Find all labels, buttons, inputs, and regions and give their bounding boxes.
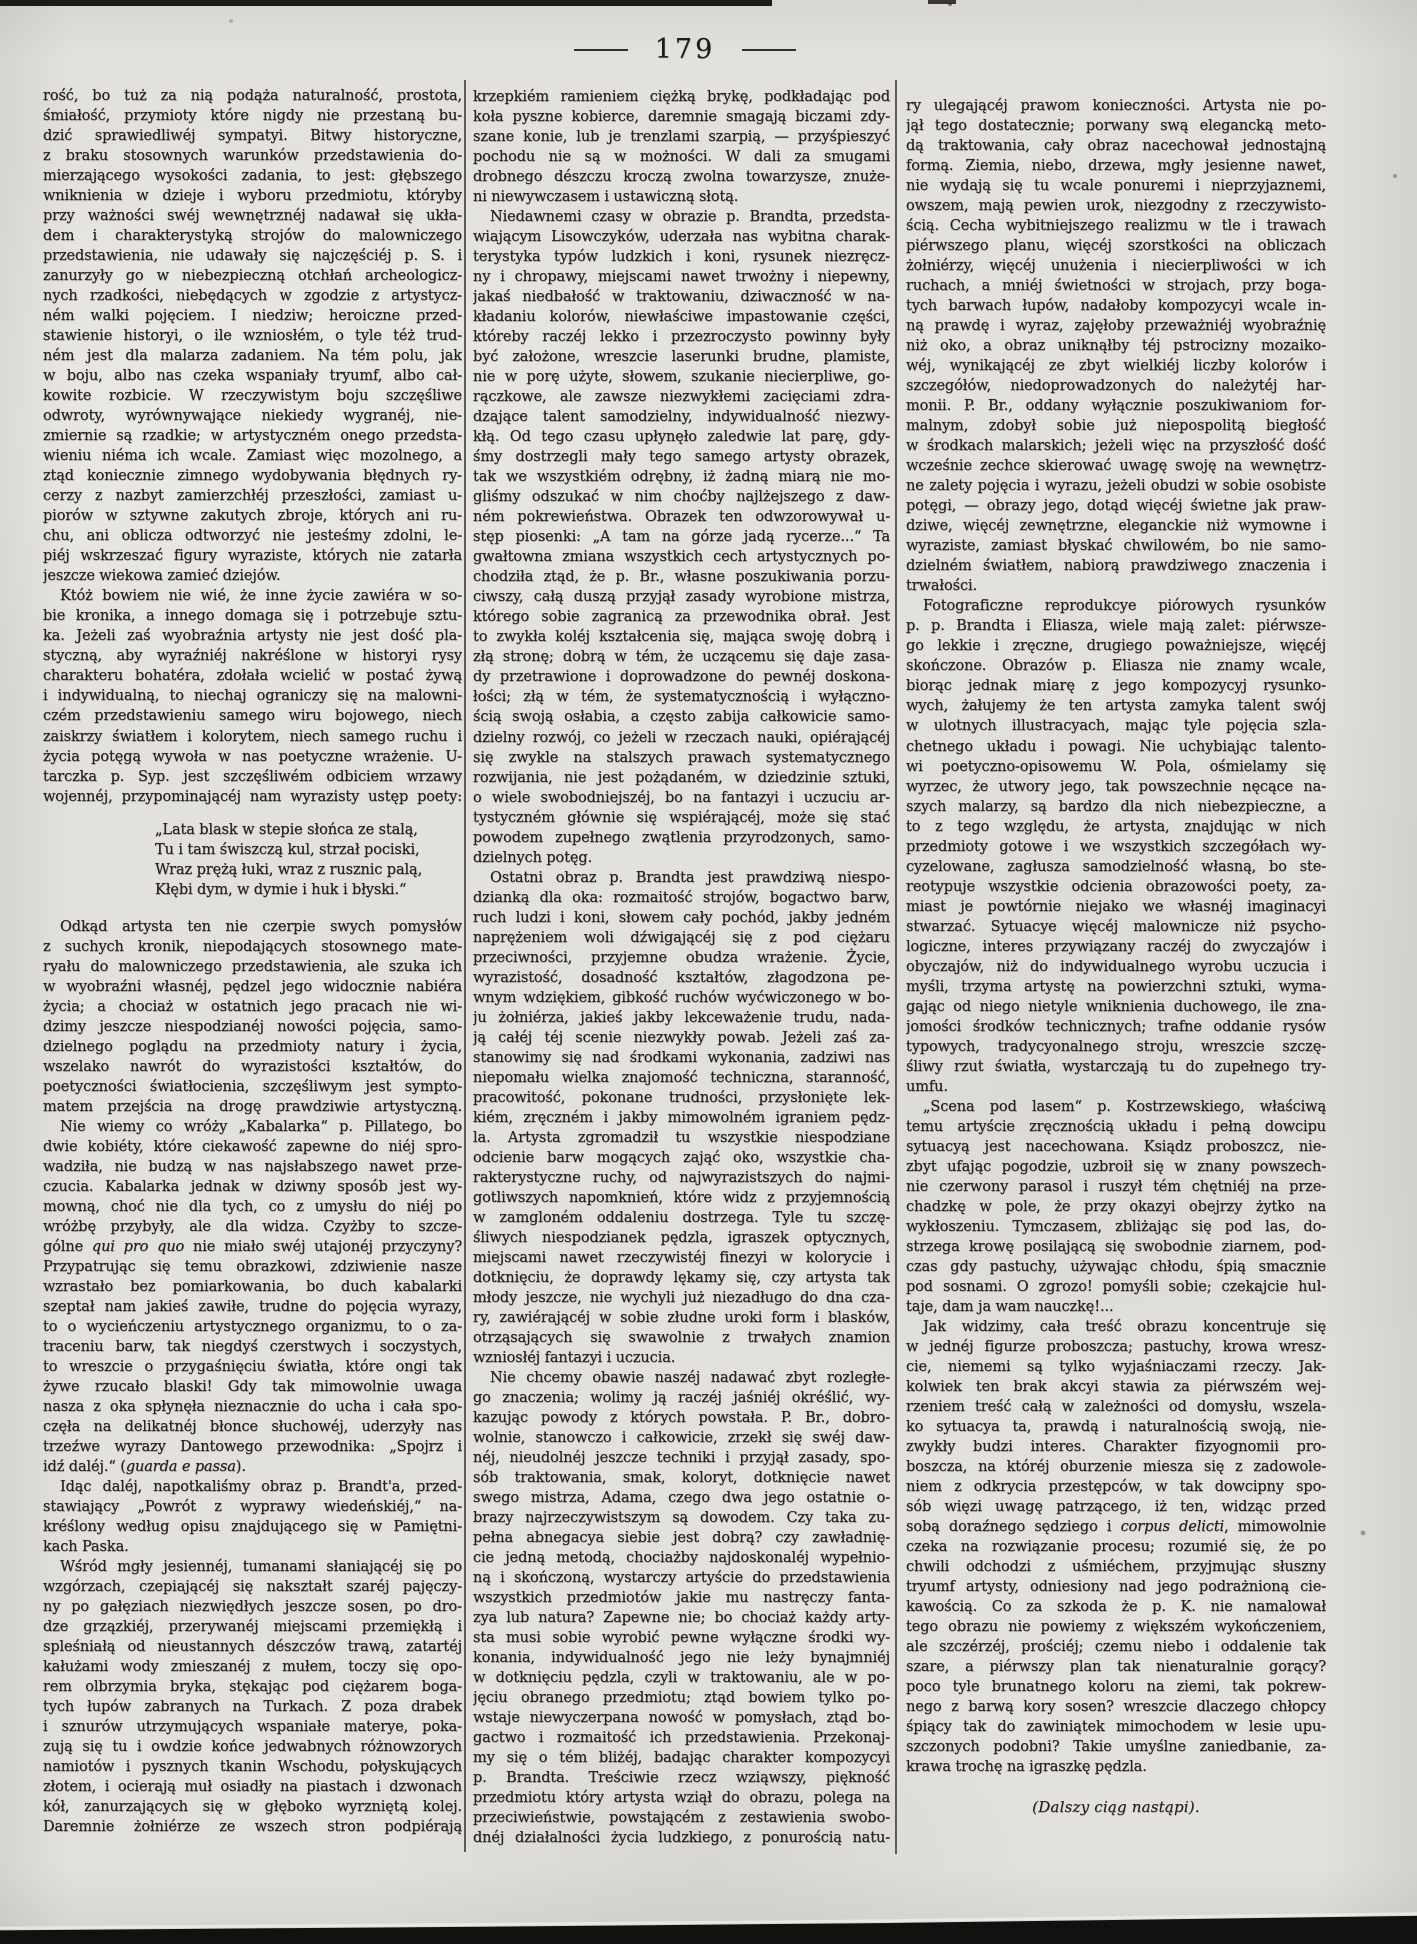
text-line: to o wycieńczeniu artystycznego organizmu, to o za- — [43, 1318, 462, 1335]
text-line: nie w porę użyte, słowem, szukanie niecierpliwe, go- — [473, 369, 890, 386]
text-line: czucia. Kabalarka jednak w dziwny sposób jest wy- — [43, 1178, 462, 1195]
text-line: reotypuje wszystkie odcienia obrazowości poety, za- — [906, 878, 1326, 895]
text-line: poco tyle brunatnego koloru na ziemi, tak pokrew- — [906, 1679, 1326, 1696]
text-line: ni niewywczasem i ustawiczną słotą. — [473, 189, 739, 206]
text-line: kłą. Od tego czasu upłynęło zaledwie lat parę, gdy- — [473, 429, 890, 446]
text-line: żywe rzucało blaski! Gdy tak mimowolnie uwaga — [43, 1378, 462, 1395]
text-line: stanowimy się nad środkami wykonania, zadziwi nas — [473, 1049, 890, 1066]
text-line: chetnego układu i powagi. Nie uchybiając talento- — [906, 738, 1326, 755]
text-line: kół, zanurzających się w głęboko wyrzniętą kolej. — [43, 1799, 462, 1816]
text-line: złą stronę; dobrą w tém, że uczącemu się daje zasa- — [473, 649, 890, 666]
text-line: chu, ani oblicza odtworzyć nie jesteśmy zdolni, le- — [43, 528, 462, 545]
text-line: wykłoszeniu. Tymczasem, zbliżając się pod las, do- — [906, 1218, 1326, 1235]
text-line: odwroty, wyrównywające niekiedy wygranéj, nie- — [43, 408, 462, 425]
text-line: którego sobie zagranicą za przewodnika obrał. Jest — [473, 609, 890, 626]
text-line: ném pokrewieństwa. Obrazek ten odwzorowywał u- — [473, 509, 890, 526]
text-line: temu artyście zręcznością układu i pełną dowcipu — [906, 1118, 1326, 1135]
text-line: jął tego dostatecznie; porwany swą elegancką meto- — [906, 118, 1326, 135]
text-line: nych rzadkości, niebędących w zgodzie z artystycz- — [43, 288, 462, 305]
text-line: krzepkiém ramieniem ciężką brykę, podkładając pod — [473, 89, 890, 105]
text-line: p. Brandta. Treściwie rzecz wziąwszy, piękność — [473, 1770, 890, 1787]
continuation-notice: (Dalszy ciąg nastąpi). — [1032, 1798, 1200, 1816]
text-line: o wiele swobodniejszéj, bo na fantazyi i uczuciu ar- — [473, 789, 890, 806]
paragraph — [473, 87, 890, 207]
text-line: kréślony według opisu znajdującego się w Pamiętni- — [43, 1519, 462, 1536]
text-line: kawością. Co za szkoda że p. K. nie namalował — [906, 1599, 1326, 1616]
column-divider-right — [895, 80, 897, 1854]
text-line: ną i skończoną, wystarczy artyście do przedstawienia — [473, 1570, 890, 1587]
paragraph — [43, 1557, 462, 1837]
text-line: monii. P. Br., oddany wyłącznie poszukiwaniom for- — [906, 398, 1326, 415]
column-divider-left — [464, 80, 466, 1852]
text-line: ne zalety pojęcia i wyrazu, jeżeli obudzi w sobie osobiste — [906, 478, 1326, 495]
text-line: dzielnego poglądu na przedmioty natury i życia, — [43, 1038, 462, 1055]
text-line: i sznurów utrzymujących wspaniałe materye, poka- — [43, 1719, 462, 1736]
text-line: wniknienia w dzieje i wyboru przedmiotu, któryby — [43, 188, 462, 205]
text-line: namiotów i pysznych tkanin Wschodu, połyskujących — [43, 1759, 462, 1776]
text-line: jęciu obranego przedmiotu; ztąd bowiem tylko po- — [473, 1690, 890, 1707]
paragraph — [906, 96, 1326, 596]
text-line: myśli, trzyma artystę na powierzchni sztuki, wyma- — [906, 978, 1326, 995]
text-line: matem przejścia na drogę prawdziwie artystyczną. — [43, 1098, 462, 1115]
text-line: sobą doraźnego sędziego i corpus delicti, mimowolnie — [906, 1519, 1326, 1536]
text-line: mierzającego wysokości zadania, to jest: głębszego — [43, 168, 462, 185]
text-line: Przypatrując się temu obrazkowi, zdziwienie nasze — [43, 1258, 462, 1275]
text-line: koła pyszne kobierce, daremnie smagają biczami zdy- — [473, 109, 890, 126]
text-line: cie, niememi są tylko wyjaśniaczami rzeczy. Jak- — [906, 1358, 1326, 1375]
text-line: logiczne, interes przywiązany raczéj do zwyczajów i — [906, 938, 1326, 955]
text-line: piéj wskrzeszać figury wyraziste, których nie zatarła — [43, 548, 462, 565]
paragraph — [43, 917, 462, 1117]
text-line: ny po gałęziach niezwiędłych jeszcze sosen, po dro- — [43, 1599, 462, 1616]
text-line: wyrzec, że utwory jego, tak powszechnie nęcące na- — [906, 778, 1326, 795]
text-line: tarczka p. Syp. jest szczęśliwém odbiciem wrzawy — [43, 768, 462, 785]
text-line: spleśniałą od nieustannych dészczów trawą, zatartéj — [43, 1639, 462, 1656]
text-line: dziwe, więcéj zewnętrzne, eleganckie niż wymowne i — [906, 518, 1326, 535]
text-line: ko sytuacya ta, prawdą i naturalnością swoją, nie- — [906, 1419, 1326, 1436]
text-line: dem i charakterystyką strojów do malowniczego — [43, 228, 462, 245]
text-line: malnym, zdobył sobie już niepospolitą biegłość — [906, 418, 1326, 435]
text-line: swego mistrza, Adama, czego dwa jego ostatnie o- — [473, 1490, 890, 1507]
text-line: bie kronika, a innego domaga się i potrzebuje sztu- — [43, 608, 462, 625]
text-line: Jak widzimy, cała treść obrazu koncentruje się — [923, 1318, 1326, 1335]
text-line: jeszcze wiekowa zamieć dziejów. — [43, 568, 281, 585]
header-rule-right — [742, 49, 796, 51]
text-line: Wśród mgły jesiennéj, tumanami słaniającéj się po — [60, 1559, 462, 1576]
text-line: krawa trochę na igraszkę pędzla. — [906, 1759, 1147, 1776]
text-line: ryału do malowniczego przedstawienia, ale szuka ich — [43, 958, 462, 975]
text-line: łości; złą w tém, że systematycznością i wyłączno- — [473, 689, 890, 706]
text-line: częła na delikatnéj błonce słuchowéj, uderzyły nas — [43, 1419, 462, 1436]
text-line: Któż bowiem nie wié, że inne życie zawiéra w so- — [60, 588, 462, 605]
text-line: poetyczności światłocienia, szczęśliwym jest sympto- — [43, 1078, 462, 1095]
text-line: potęgi, — obrazy jego, dotąd więcéj świetne jak praw- — [906, 498, 1326, 515]
text-line: rakterystyczne ruchy, od najwyrazistszych do najmi- — [473, 1169, 890, 1186]
text-line: dzianką dla oka: rozmaitość strojów, bogactwo barw, — [473, 889, 890, 906]
text-line: wiającym Lisowczyków, uderzała nas wybitna charak- — [473, 229, 890, 246]
text-line: zmiernie są rzadkie; w artystyczném onego przedsta- — [43, 428, 462, 445]
text-column-3 — [906, 96, 1326, 1777]
text-line: ka. Jeżeli zaś wyobraźnia artysty nie jest dość pla- — [43, 628, 462, 645]
text-line: stęp piosenki: „A tam na górze jadą rycerze...“ Ta — [473, 529, 890, 546]
text-line: rozwijania, nie jest pożądaném, w dziedzinie sztuki, — [473, 769, 890, 786]
text-line: dzimy jeszcze niespodzianéj nowości pojęcia, samo- — [43, 1018, 462, 1035]
text-line: kowite rozbicie. W rzeczywistym boju szczęśliwe — [43, 388, 462, 405]
text-line: gotliwszych napomknień, które widz z przyjemnością — [473, 1189, 890, 1206]
text-line: cerzy z nazbyt zamierzchłéj przeszłości, zamiast u- — [43, 488, 462, 505]
text-line: strzega krowę posilającą się swobodnie ziarnem, pod- — [906, 1238, 1326, 1255]
text-line: się zwykle na stalszych prawach systematycznego — [473, 749, 890, 766]
text-line: czas gdy pastuchy, używając chłodu, śpią smacznie — [906, 1258, 1326, 1275]
text-line: w zamgloném oddaleniu dostrzega. Tyle tu szczę- — [473, 1209, 890, 1226]
text-line: gając od niego nietyle wniknienia duchowego, ile zna- — [906, 998, 1326, 1015]
text-line: przeciwności, przyjemne obudza wrażenie. Życie, — [473, 949, 890, 966]
text-line: mowną, choć nie dla tych, co z umysłu do niéj po — [43, 1198, 462, 1215]
text-line: stawiający „Powrót z wyprawy wiedeńskiéj,“ na- — [43, 1499, 462, 1516]
paragraph — [43, 586, 462, 806]
text-line: szczonych podobni? Takie umyślne zaniedbanie, za- — [906, 1739, 1326, 1756]
text-line: ną prawdę i wyraz, zajęłoby przeważniéj wyobraźnię — [906, 318, 1326, 335]
text-line: wnym wdziękiem, gibkość ruchów wyćwiczonego w bo- — [473, 989, 890, 1006]
text-line: Nie wiemy co wróży „Kabalarka“ p. Pillatego, bo — [60, 1118, 462, 1135]
text-line: ném walki pojęciem. I niedziw; heroiczne przed- — [43, 308, 462, 325]
text-line: otrząsających się swawolnie z trwałych znamion — [473, 1329, 890, 1346]
text-line: wyraziste, zamiast błyskać chwilowém, bo nie samo- — [906, 538, 1326, 555]
text-line: młody jeszcze, nie wychyli już niezadługo do dna cza- — [473, 1289, 890, 1306]
text-line: tak we wszystkiém odrębny, iż żadną miarą nie mo- — [473, 469, 890, 486]
text-line: idź daléj.“ (guarda e passa). — [43, 1459, 246, 1476]
paragraph — [906, 1097, 1326, 1317]
text-line: zanurzyły go w niebezpieczną otchłań archeologicz- — [43, 268, 462, 285]
text-line: tego obrazu nie powiemy z większém wykończeniem, — [906, 1619, 1326, 1636]
text-line: naprężeniem woli dźwigającéj się z pod ciężaru — [473, 929, 890, 946]
text-line: śmy dostrzegli mały tego samego artysty obrazek, — [473, 449, 890, 466]
text-line: stawienie historyi, o ile wzniosłém, o tyle téż trud- — [43, 328, 462, 345]
text-line: Kłębi dym, w dymie i huk i błyski.“ — [155, 881, 407, 898]
text-line: wadziła, nie budzą w nas najsłabszego nawet prze- — [43, 1158, 462, 1175]
scan-edge-top-fragment — [928, 0, 956, 4]
text-line: pełna abnegacya siebie jest dobrą? czy zawładnię- — [473, 1530, 890, 1547]
text-line: ztąd koniecznie zimnego wydobywania błędnych ry- — [43, 468, 462, 485]
text-line: ruch ludzi i koni, słowem cały pochód, jakby jedném — [473, 909, 890, 926]
text-line: miejscami nawet rzeczywistéj finezyi w kolorycie i — [473, 1249, 890, 1266]
text-line: odcienie barw mogących zająć oko, wszystkie cha- — [473, 1149, 890, 1166]
text-line: styczną, aby wyraźniéj nakréślone w historyi rysy — [43, 648, 462, 665]
text-line: skończone. Obrazów p. Eliasza nie znamy wcale, — [906, 658, 1326, 675]
text-line: pod sosnami. O zgrozo! pomyśli sobie; czekajcie hul- — [906, 1278, 1326, 1295]
text-line: śmiałość, przymioty które nigdy nie przestaną bu- — [43, 108, 462, 125]
text-line: trwałości. — [906, 578, 978, 595]
text-line: to z tego względu, że artysta, znajdując w nich — [906, 818, 1326, 835]
text-line: dy przetrawione i doprowadzone do pewnéj doskona- — [473, 669, 890, 686]
text-line: Odkąd artysta ten nie czerpie swych pomysłów — [60, 918, 462, 935]
text-line: sób traktowania, smak, koloryt, dotknięcie nawet — [473, 1470, 890, 1487]
page-number: 179 — [654, 34, 716, 65]
text-line: zują się tu i owdzie końce jedwabnych różnowzorych — [43, 1739, 462, 1756]
text-line: jomości środków technicznych; trafne oddanie rysów — [906, 1018, 1326, 1035]
paragraph — [473, 1368, 890, 1848]
text-line: ju żołniérza, jakieś jakby lekceważenie trudu, nada- — [473, 1009, 890, 1026]
text-line: przedmiotu który artysta wziął do obrazu, polega na — [473, 1790, 890, 1807]
text-line: dnéj działalności życia ludzkiego, z ponurością natu- — [473, 1830, 890, 1847]
text-line: gólne qui pro quo nie miało swéj utajonéj przyczyny? — [43, 1238, 462, 1255]
text-line: niepomału wielka znajomość techniczna, staranność, — [473, 1069, 890, 1086]
header-rule-left — [574, 49, 628, 51]
text-line: w środkach malarskich; jeżeli więc na przyszłość dość — [906, 438, 1326, 455]
text-line: piorów w sztywne zakutych zbroje, których ani ru- — [43, 508, 462, 525]
text-line: w boju, albo nas czeka wspaniały tryumf, albo cał- — [43, 368, 462, 385]
text-line: Daremnie żołniérze ze wszech stron podpiérają — [43, 1819, 462, 1836]
text-line: wzgórzach, czepiającéj się nakształt szaréj pajęczy- — [43, 1579, 462, 1596]
text-line: niem z odkrycia przestępców, w tak dowcipny spo- — [906, 1479, 1326, 1496]
text-line: tystyczném głównie się wspiérającéj, może się stać — [473, 809, 890, 826]
text-line: dotknięciu, że doprawdy lękamy się, czy artysta tak — [473, 1269, 890, 1286]
text-line: to wreszcie o przygaśnięciu światła, które ongi tak — [43, 1358, 462, 1375]
text-line: néj, nieudolnéj jeszcze techniki i przyjął zasady, spo- — [473, 1450, 890, 1467]
text-line: Niedawnemi czasy w obrazie p. Brandta, przedsta- — [490, 209, 890, 226]
verse-block — [155, 820, 462, 900]
text-line: kach Paska. — [43, 1539, 129, 1556]
text-line: ném jest dla malarza zadaniem. Na tém polu, jak — [43, 348, 462, 365]
text-line: czeka na rozwiązanie procesu; rozumié się, że po — [906, 1539, 1326, 1556]
text-line: nie wydają się tu wcale ponuremi i nieprzyjaznemi, — [906, 178, 1326, 195]
text-line: wieniu niéma ich wcale. Zamiast więc mozolnego, a — [43, 448, 462, 465]
text-line: ciwszy, całą duszą przyjął zasady wyrobione mistrza, — [473, 589, 890, 606]
text-column-2 — [473, 87, 890, 1848]
text-line: boszcza, na któréj oburzenie miesza się z zadowole- — [906, 1459, 1326, 1476]
text-line: kazując powody z których powstała. P. Br., dobro- — [473, 1410, 890, 1427]
text-line: ścią swoją osłabia, a często zabija całkowicie samo- — [473, 709, 890, 726]
text-line: z suchych kronik, niepodających stosownego mate- — [43, 938, 462, 955]
text-line: formą. Ziemia, niebo, drzewa, mgły jesienne nawet, — [906, 158, 1326, 175]
text-line: obyczajów, niż do indywidualnego wyrobu uczucia i — [906, 958, 1326, 975]
text-line: ją całéj téj scenie niezwykły powab. Jeżeli zaś za- — [473, 1029, 890, 1046]
text-line: tych łupów zabranych na Turkach. Z poza drabek — [43, 1699, 462, 1716]
text-line: taje, dam ja wam nauczkę!... — [906, 1298, 1114, 1315]
text-line: piérwszego planu, więcéj szorstkości na obliczach — [906, 238, 1326, 255]
text-line: kałużami wody zmieszanéj z mułem, toczy się opo- — [43, 1659, 462, 1676]
text-line: któreby raczéj lekko i przezroczysto powinny były — [473, 329, 890, 346]
text-line: dzielny rozwój, co jeżeli w rzeczach nauki, opiérającéj — [473, 729, 890, 746]
paragraph — [43, 1117, 462, 1477]
text-line: sytuacyą jest nacechowana. Ksiądz proboszcz, nie- — [906, 1138, 1326, 1155]
text-line: „Lata blask w stepie słońca ze stalą, — [155, 821, 418, 838]
text-line: pracowitość, pokonane trudności, przysłonięte lek- — [473, 1089, 890, 1106]
text-line: powodem zupełnego zwątlenia przyrodzonych, samo- — [473, 829, 890, 846]
text-line: niż oko, a obraz uniknąłby téj pstrocizny mozaiko- — [906, 338, 1326, 355]
text-line: wojennéj, przypominającéj nam wyrazisty ustęp poety: — [43, 788, 462, 805]
text-line: pochodu nie są w możności. W dali za smugami — [473, 149, 890, 166]
text-line: Ostatni obraz p. Brandta jest prawdziwą niespo- — [490, 869, 890, 886]
text-line: w jednéj figurze proboszcza; pastuchy, krowa wresz- — [906, 1338, 1326, 1355]
text-line: wolnie, stanowczo i całkowicie, zrzekł się swéj daw- — [473, 1430, 890, 1447]
text-line: dą traktowania, cały obraz nacechował jednostajną — [906, 138, 1326, 155]
text-line: trzeźwe wyrazy Dantowego przewodnika: „Spojrz i — [43, 1439, 462, 1456]
text-line: Tu i tam świszczą kul, strzał pociski, — [155, 841, 420, 858]
text-line: chodziła ztąd, że p. Br., własne poszukiwania porzu- — [473, 569, 890, 586]
text-line: przedstawienia, nie udawały się najczęściéj p. S. i — [43, 248, 462, 265]
paragraph — [43, 1477, 462, 1557]
text-line: zwykły budzi interes. Charakter fizyognomii pro- — [906, 1439, 1326, 1456]
text-line: wzrastało bez pomiarkowania, bo duch kabalarki — [43, 1278, 462, 1295]
text-line: terystyka typów ludzkich i koni, rysunek niezręcz- — [473, 249, 890, 266]
text-line: typowych, tradycyonalnego stroju, wreszcie szczę- — [906, 1038, 1326, 1055]
page-header — [535, 34, 835, 65]
text-column-1 — [43, 86, 462, 1837]
paragraph — [906, 596, 1326, 1096]
text-line: wzniosłéj fantazyi i uczucia. — [473, 1349, 676, 1366]
text-line: szych malarzy, są bardzo dla nich niebezpieczne, a — [906, 798, 1326, 815]
text-line: wych, żałujemy że ten artysta zamyka talent swój — [906, 698, 1326, 715]
text-line: cyzelowane, zagłusza samodzielność własną, bo ste- — [906, 858, 1326, 875]
text-line: wszelako nawrót do wyrazistości kształtów, do — [43, 1058, 462, 1075]
text-line: dzielnych potęg. — [473, 849, 593, 866]
text-line: traceniu barw, tak niegdyś czerstwych i soczystych, — [43, 1338, 462, 1355]
text-line: wyrazistość, dosadność kształtów, złagodzona pe- — [473, 969, 890, 986]
text-line: „Scena pod lasem“ p. Kostrzewskiego, właściwą — [923, 1098, 1326, 1115]
text-line: z braku stosownych warunków przedstawienia do- — [43, 148, 462, 165]
paragraph — [906, 1317, 1326, 1777]
text-line: szeptał nam jakieś zawiłe, trudne do pojęcia wyrazy, — [43, 1298, 462, 1315]
text-line: szare, a piérwszy plan tak nienaturalnie gorący? — [906, 1659, 1326, 1676]
paragraph — [473, 207, 890, 868]
text-line: Nie chcemy obawie naszéj nadawać zbyt rozległe- — [490, 1370, 890, 1386]
text-line: wéj, wynikającéj ze zbyt wielkiéj liczby kolorów i — [906, 358, 1326, 375]
text-line: la. Artysta zgromadził tu wszystkie niespodziane — [473, 1129, 890, 1146]
text-line: ry, zawiérającéj w sobie złudne uroki form i blasków, — [473, 1309, 890, 1326]
text-line: rzeniem treść całą w zależności od domysłu, wszela- — [906, 1399, 1326, 1416]
text-line: czém przedstawieniu samego wiru bojowego, niech — [43, 708, 462, 725]
text-line: przedmioty gotowe i we wszystkich szczegółach wy- — [906, 838, 1326, 855]
text-line: charakteru bohatéra, zdołała wcielić w postać żywą — [43, 668, 462, 685]
text-line: rość, bo tuż za nią podąża naturalność, prostota, — [43, 88, 462, 104]
text-line: wróżbę przybyły, ale dla widza. Czyżby to szcze- — [43, 1218, 462, 1235]
text-line: nie czerwony parasol i ruszył tém chętniéj na prze- — [906, 1178, 1326, 1195]
text-line: cie jedną metodą, chociażby najdoskonaléj wypełnio- — [473, 1550, 890, 1567]
text-line: p. p. Brandta i Eliasza, wiele mają zalet: piérwsze- — [906, 618, 1326, 635]
text-line: śliwych niespodzianek pędzla, igraszek optycznych, — [473, 1229, 890, 1246]
text-line: śpiący tak do zawiniątek mimochodem w lesie upu- — [906, 1719, 1326, 1736]
text-line: ruchach, a mniéj świetności w strojach, przy boga- — [906, 278, 1326, 295]
text-line: Wraz prężą łuki, wraz z rusznic palą, — [155, 861, 423, 878]
text-line: przy ważności swéj wewnętrznéj nadawał się ukła- — [43, 208, 462, 225]
text-line: wstaje niewyczerpana nowość w pomysłach, ztąd bo- — [473, 1710, 890, 1727]
paragraph — [43, 86, 462, 586]
text-line: nasza z oka spłynęła nieznacznie do ucha i cała spo- — [43, 1399, 462, 1415]
text-line: ścią. Cecha wybitniejszego realizmu w tle i trawach — [906, 218, 1326, 235]
text-line: dzające talent samodzielny, indywidualność niezwy- — [473, 409, 890, 426]
paper-specks — [0, 0, 2, 2]
text-line: sta musi sobie wyrobić pewne wyłączne środki wy- — [473, 1630, 890, 1647]
text-line: kładaniu kolorów, niewłaściwe impastowanie części, — [473, 309, 890, 326]
text-line: szczegółów, niedoprowadzonych do należytéj har- — [906, 378, 1326, 395]
text-line: w wyobraźni własnéj, pędzel jego widocznie nabiéra — [43, 978, 462, 995]
text-line: brazy najrzeczywistszym są dowodem. Czy taka zu- — [473, 1510, 890, 1527]
text-line: chadzkę w pole, że przy okazyi obejrzy żytko na — [906, 1198, 1326, 1215]
text-line: wi poetyczno-opisowemu W. Pola, ośmielamy się — [906, 758, 1326, 775]
text-line: dzielném światłem, nabiorą prawdziwego znaczenia i — [906, 558, 1326, 575]
text-line: rem olbrzymia bryka, stękając pod ciężarem boga- — [43, 1679, 462, 1696]
text-line: miast je powtórnie niejako we własnéj imaginacyi — [906, 898, 1326, 915]
text-line: zaiskrzy światłem i kolorytem, niech samego ruchu i — [43, 728, 462, 745]
text-line: ale szczérzéj, prościéj; czemu niebo i oddalenie tak — [906, 1639, 1326, 1656]
text-line: gactwo i rozmaitość ich przedstawienia. Przekonaj- — [473, 1730, 890, 1747]
text-line: życia; a chociaż w ostatnich jego pracach nie wi- — [43, 998, 462, 1015]
text-line: śliwy rzut światła, wystarczają tu do zupełnego try- — [906, 1058, 1326, 1075]
text-line: drobnego dészczu kroczą zwolna towarzysze, znuże- — [473, 169, 890, 186]
text-line: Idąc daléj, napotkaliśmy obraz p. Brandt'a, przed- — [60, 1479, 462, 1496]
text-line: dzić sprawiedliwéj sympatyi. Bitwy historyczne, — [43, 128, 462, 145]
text-line: owszem, mają pewien urok, niezgodny z rzeczywisto- — [906, 198, 1326, 215]
text-line: gwałtowna zmiana wszystkich cech artystycznych po- — [473, 549, 890, 566]
text-line: sób więzi uwagę patrzącego, iż ten, widząc przed — [906, 1499, 1326, 1516]
text-line: umfu. — [906, 1078, 948, 1095]
text-line: gliśmy odszukać w nim choćby najlżejszego z daw- — [473, 489, 890, 506]
text-line: stwarzać. Sytuacye więcéj malownicze niż psycho- — [906, 918, 1326, 935]
text-line: w ulotnych illustracyach, mając tyle pojęcia szla- — [906, 718, 1326, 735]
text-line: ny i chropawy, miejscami nawet trwożny i niepewny, — [473, 269, 890, 286]
text-line: tryumf artysty, odniesiony nad jego podrażnioną cie- — [906, 1579, 1326, 1596]
text-line: my się o tém bliżéj, badając charakter kompozycyi — [473, 1750, 890, 1767]
text-line: przeciwieństwie, powstającém z zestawienia swobo- — [473, 1810, 890, 1827]
text-line: Fotograficzne reprodukcye piórowych rysunków — [923, 598, 1326, 615]
text-line: konania, indywidualność jego nie leży bynajmniéj — [473, 1650, 890, 1667]
text-line: nego z barwą kory sosen? wreszcie dlaczego chłopcy — [906, 1699, 1326, 1716]
text-line: biorąc jednak miarę z jego kompozycyj rysunko- — [906, 678, 1326, 695]
text-line: go znaczenia; wolimy ją raczéj jaśniéj okréślić, wy- — [473, 1390, 890, 1407]
scan-edge-top — [0, 0, 772, 6]
text-line: jakaś niedbałość w traktowaniu, dziwaczność w na- — [473, 289, 890, 306]
text-line: zbyt ufając pogodzie, uzbroił się w znany powszech- — [906, 1158, 1326, 1175]
text-line: wcześnie zechce skierować uwagę swoję na wewnętrz- — [906, 458, 1326, 475]
text-line: chwili odchodzi z uśmiéchem, przyjmując słuszny — [906, 1559, 1326, 1576]
text-line: być założone, wreszcie laserunki brudne, plamiste, — [473, 349, 890, 366]
paragraph — [473, 868, 890, 1368]
text-line: dze grzązkiéj, przerywanéj miejscami przemiękłą i — [43, 1619, 462, 1636]
text-line: szane konie, lub je trenzlami szarpią, — przyśpieszyć — [473, 129, 890, 146]
text-line: zya lub natura? Zapewne nie; bo chociaż każdy arty- — [473, 1610, 890, 1627]
text-line: to zwykła koléj kształcenia się, mająca swoję dobrą i — [473, 629, 890, 646]
text-line: i indywidualną, to niechaj ograniczy się na malowni- — [43, 688, 462, 705]
text-line: kiém, zręczném i jakby mimowolném igraniem pędz- — [473, 1109, 890, 1126]
text-line: go lekkie i zręczne, drugiego poważniejsze, więcéj — [906, 638, 1326, 655]
text-line: ry ulegającéj prawom konieczności. Artysta nie po- — [906, 98, 1326, 114]
text-line: wszystkich przedmiotów jakie mu nastręczy fanta- — [473, 1590, 890, 1607]
text-line: rączkowe, ale zawsze niezwykłemi zacięciami zdra- — [473, 389, 890, 406]
text-line: dwie kobiéty, które ciekawość zapewne do niéj spro- — [43, 1138, 462, 1155]
text-line: życia potęgą wywoła w nas poetyczne wrażenie. U- — [43, 748, 462, 765]
text-line: żołniérzy, więcéj unużenia i niecierpliwości w ich — [906, 258, 1326, 275]
text-line: złotem, i ocierają muł osiadły na piastach i dzwonach — [43, 1779, 462, 1796]
text-line: kolwiek ten brak akcyi stawia za piérwszém wej- — [906, 1379, 1326, 1395]
text-line: w dotknięciu pędzla, czyli w traktowaniu, ale w po- — [473, 1670, 890, 1687]
text-line: tych barwach łupów, nadałoby kompozycyi wcale in- — [906, 298, 1326, 315]
